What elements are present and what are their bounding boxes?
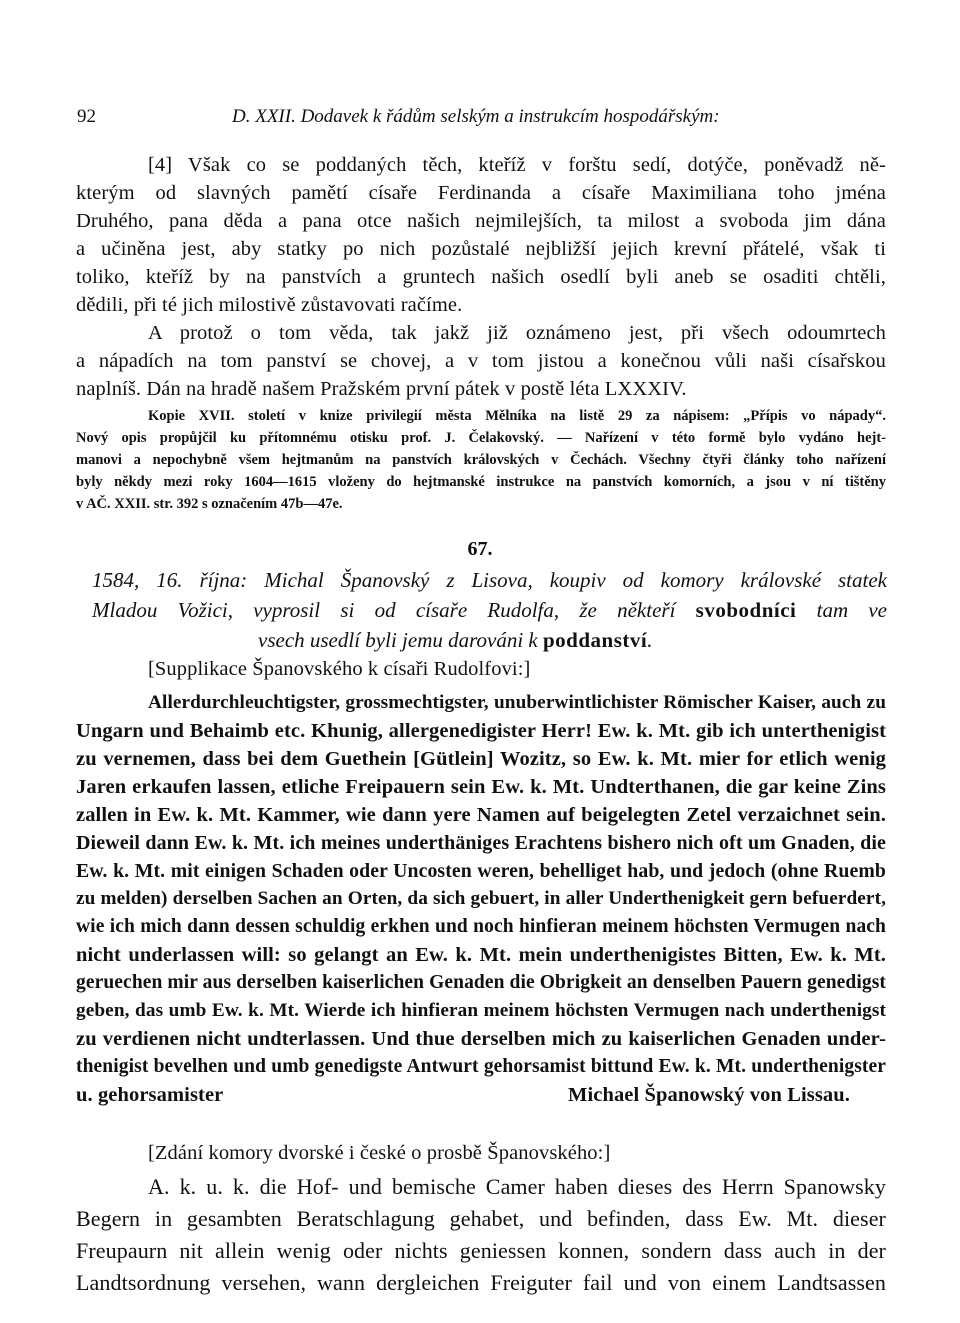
regest-line [92, 566, 887, 594]
text-line: zu verdienen nicht undterlassen. Und thue derselben mich zu kaiserlichen Genaden under- [76, 1028, 886, 1050]
text-line: zu melden) derselben Sachen an Orten, da sich gebuert, in aller Underthenigkeit gern befuerdert, [76, 888, 886, 909]
regest-emphasis: svobodníci [695, 598, 797, 622]
text-line: geruechen mir aus derselben kaiserlichen Genaden die Obrigkeit an denselben Pauern genedigst [76, 972, 886, 993]
text-line: geben, das umb Ew. k. Mt. Wierde ich hinfieran meinem höchsten Vermugen nach underthenigst [76, 1000, 886, 1021]
source-note-line: v AČ. XXII. str. 392 s označením 47b—47e. [76, 496, 343, 512]
regest-text: tam ve [816, 598, 888, 622]
text-line: Landtsordnung versehen, wann dergleichen Freiguter fail und von einem Landtsassen [76, 1270, 886, 1295]
text-line: naplníš. Dán na hradě našem Pražském první pátek v postě léta LXXXIV. [76, 378, 687, 400]
regest-text: Michal Španovský z Lisova, koupiv od komory královské statek [264, 568, 887, 592]
source-note-line: manovi a nepochybně všem hejtmanům na panstvích královských v Čechách. Všechny čtyři články toho nařízení [76, 452, 886, 468]
regest-text: vsech usedlí byli jemu darováni k [258, 628, 538, 652]
text-line: Freupaurn nit allein wenig oder nichts geniessen konnen, sondern dass auch in der [76, 1238, 886, 1263]
text-line: Ungarn und Behaimb etc. Khunig, allergenedigister Herr! Ew. k. Mt. gib ich unterthenigist [76, 720, 886, 742]
text-line: toliko, kteříž by na panstvích a gruntech našich osedlí byli aneb se osaditi chtěli, [76, 266, 886, 288]
text-line: zallen in Ew. k. Mt. Kammer, wie dann yere Namen auf beigelegten Zetel verzaichnet sein. [76, 804, 886, 826]
text-line: Druhého, pana děda a pana otce našich nejmilejších, ta milost a svoboda jim dána [76, 210, 886, 232]
document-number: 67. [467, 538, 493, 560]
source-note-line: byly někdy mezi roky 1604—1615 vloženy do hejtmanské instrukce na panstvích komorních, a jsou v ní tištěny [76, 474, 886, 490]
running-title: D. XXII. Dodavek k řádům selským a instrukcím hospodářským: [232, 106, 720, 127]
closing-formula: u. gehorsamister [76, 1084, 224, 1106]
text-line: a učiněna jest, aby statky po nich pozůstalé nejbližší jejich krevní přátelé, však ti [76, 238, 886, 260]
text-line: kterým od slavných pamětí císaře Ferdinanda a císaře Maximiliana toho jména [76, 182, 886, 204]
page-number: 92 [77, 106, 96, 127]
text-line: nicht underlassen will: so gelangt an Ew. k. Mt. mein underthenigistes Bitten, Ew. k. Mt. [76, 944, 886, 966]
regest-text: Mladou Vožici, vyprosil si od císaře Rudolfa, že někteří [92, 598, 676, 622]
text-line: a nápadích na tom panství se chovej, a v tom jistou a konečnou vůli naši císařskou [76, 350, 886, 372]
text-line: Ew. k. Mt. mit einigen Schaden oder Uncosten weren, behelliget hab, und jedoch (ohne Ruemb [76, 860, 886, 882]
text-line: Dieweil dann Ew. k. Mt. ich meines underthäniges Erachtens bishero nich oft um Gnaden, die [76, 832, 886, 854]
regest-line [92, 596, 887, 624]
text-line: Jaren erkaufen lassen, etliche Freipauern sein Ew. k. Mt. Undterthanen, die gar keine Zins [76, 776, 886, 798]
regest-text: . [647, 628, 653, 652]
signature: Michael Španowský von Lissau. [568, 1084, 851, 1106]
regest-date: 1584, 16. října: [92, 568, 248, 592]
text-line: Begern in gesambten Beratschlagung gehabet, und befinden, dass Ew. Mt. dieser [76, 1206, 886, 1231]
regest-emphasis: poddanství [542, 628, 648, 652]
text-line: Allerdurchleuchtigster, grossmechtigster, unuberwintlichister Römischer Kaiser, auch zu [148, 692, 886, 713]
text-line: A. k. u. k. die Hof- und bemische Camer haben dieses des Herrn Spanowsky [148, 1174, 886, 1199]
text-line: dědili, při té jich milostivě zůstavovati račíme. [76, 294, 463, 316]
text-line: wie ich mich dann dessen schuldig erkhen und noch hinfieran meinem höchsten Vermugen nach [76, 916, 886, 937]
text-line: thenigist bevelhen und umb genedigste Antwurt gehorsamist bittund Ew. k. Mt. underthenigster [76, 1056, 886, 1077]
source-note-line: Kopie XVII. století v knize privilegií města Mělníka na listě 29 za nápisem: „Přípis vo nápady“. [148, 408, 886, 424]
text-line: [4] Však co se poddaných těch, kteříž v forštu sedí, dotýče, poněvadž ně- [148, 154, 886, 176]
section-heading: [Zdání komory dvorské i české o prosbě Španovského:] [148, 1142, 611, 1164]
text-line: A protož o tom věda, tak jakž již oznámeno jest, při všech odoumrtech [148, 322, 886, 344]
regest-line [258, 626, 652, 654]
section-heading: [Supplikace Španovského k císaři Rudolfovi:] [148, 658, 531, 680]
source-note-line: Nový opis propůjčil ku přítomnému otisku prof. J. Čelakovský. — Nařízení v této formě bylo vydáno hejt- [76, 430, 886, 446]
text-line: zu vernemen, dass bei dem Guethein [Gütlein] Wozitz, so Ew. k. Mt. mier for etlich wenig [76, 748, 886, 770]
